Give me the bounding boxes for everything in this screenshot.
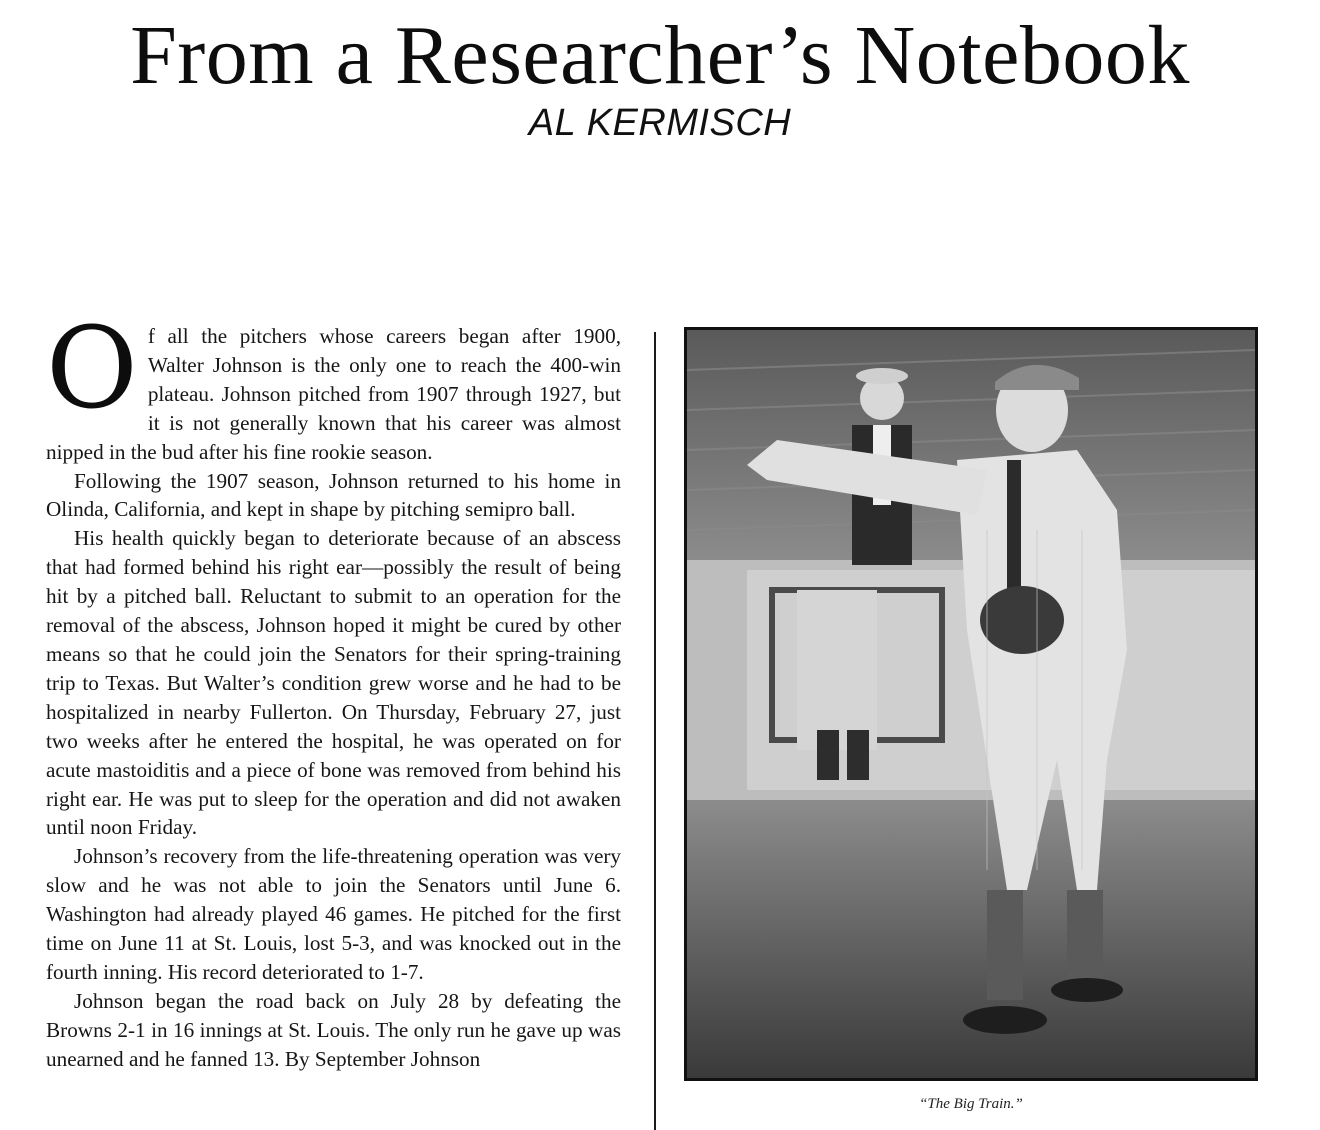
author-byline: AL KERMISCH xyxy=(528,102,792,144)
column-divider xyxy=(654,332,656,1130)
article-paragraph: His health quickly began to deteriorate because of an abscess that had formed behind his right ear—possibly the result of being hit by a pitched ball. Reluctant to submit to an operation for the removal of the abscess, Johnson hoped it might be cured by other means so that he could join the Senators for their spring-training trip to Texas. But Walter’s condition grew worse and he had to be hospitalized in nearby Fullerton. On Thursday, February 27, just two weeks after he entered the hospital, he was operated on for acute mastoiditis and a piece of bone was removed from behind his right ear. He was put to sleep for the operation and did not awaken until noon Friday. xyxy=(46,526,621,840)
article-paragraph xyxy=(46,304,621,467)
page-title: From a Researcher’s Notebook xyxy=(130,9,1190,102)
article-paragraph: Following the 1907 season, Johnson returned to his home in Olinda, California, and kept in shape by pitching semipro ball. xyxy=(46,468,621,522)
article-text xyxy=(46,304,621,1074)
drop-cap: O xyxy=(46,304,138,434)
pitcher-photo xyxy=(684,327,1258,1081)
article-paragraph: Johnson’s recovery from the life-threatening operation was very slow and he was not able to join the Senators until June 6. Washington had already played 46 games. He pitched for the first time on June 11 at St. Louis, lost 5-3, and was knocked out in the fourth inning. His record deteriorated to 1-7. xyxy=(46,844,621,984)
pitcher-photo-illustration xyxy=(687,330,1255,1078)
photo-caption: “The Big Train.” xyxy=(919,1096,1023,1112)
article-paragraph: Johnson began the road back on July 28 by defeating the Browns 2-1 in 16 innings at St. Louis. The only run he gave up was unearned and he fanned 13. By September Johnson xyxy=(46,988,621,1071)
paragraph-text: f all the pitchers whose careers began after 1900, Walter Johnson is the only one to reach the 400-win plateau. Johnson pitched from 1907 through 1927, but it is not generally known that his career was almost nipped in the bud after his fine rookie season. xyxy=(46,324,621,464)
